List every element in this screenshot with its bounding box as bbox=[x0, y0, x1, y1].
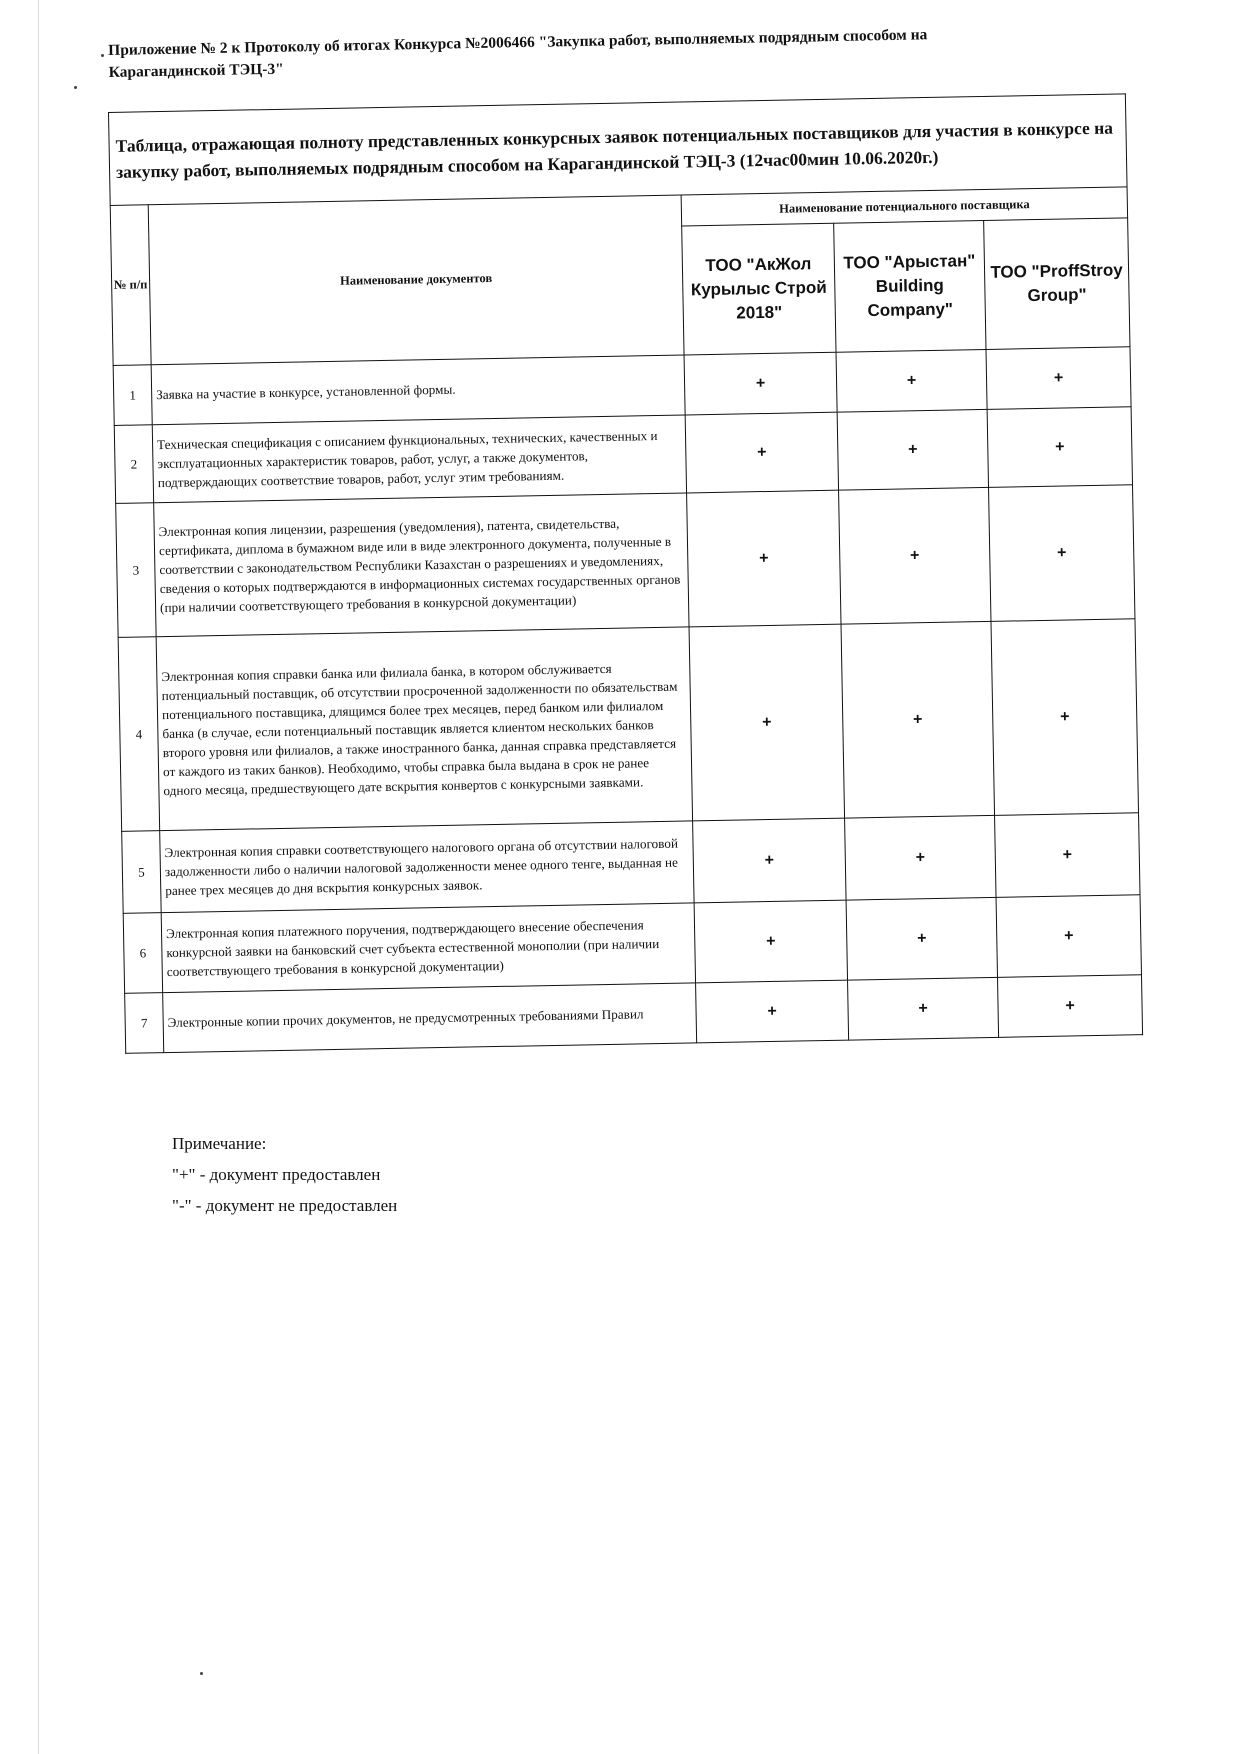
table-row bbox=[116, 485, 1135, 638]
suppliers-group-header: Наименование потенциального поставщика bbox=[681, 187, 1128, 226]
document-header bbox=[108, 22, 1039, 84]
column-header-documents: Наименование документов bbox=[148, 195, 684, 365]
supplier-header: ТОО "Арыстан" Building Company" bbox=[834, 220, 986, 352]
document-name: Электронная копия платежного поручения, подтверждающего внесение обеспечения конкурсной заявки на банковский счет субъекта естественной монополии (при наличии соответствующего требования в конкурсной документации) bbox=[161, 903, 695, 993]
presence-mark: + bbox=[836, 349, 987, 412]
table-row bbox=[118, 619, 1138, 832]
document-name: Электронная копия справки банка или филиала банка, в котором обслуживается потенциальный поставщик, об отсутствии просроченной задолженности по обязательствам потенциального поставщика, длящимся более трех месяцев, перед банком или филиалом банка (в случае, если потенциальный поставщик является клиентом нескольких банков второго уровня или филиалов, а также иностранного банка, данная справка представляется от каждого из таких банков). Необходимо, чтобы справка была выдана в срок не ранее одного месяца, предшествующего дате вскрытия конвертов с конкурсными заявками. bbox=[156, 627, 692, 831]
document-name: Заявка на участие в конкурсе, установленной формы. bbox=[151, 355, 685, 425]
scan-speck bbox=[200, 1672, 203, 1675]
header-line-1: Приложение № 2 к Протоколу об итогах Конкурса №2006466 "Закупка работ, выполняемых подрядным способом на bbox=[108, 26, 928, 59]
notes-legend-absent: "-" - документ не предоставлен bbox=[172, 1196, 398, 1215]
table-container bbox=[108, 93, 1143, 1053]
presence-mark: + bbox=[696, 980, 849, 1043]
presence-mark: + bbox=[998, 975, 1143, 1038]
document-name: Электронная копия справки соответствующего налогового органа об отсутствии налоговой задолженности либо о наличии налоговой задолженности менее одного тенге, выданная не ранее трех месяцев до дня вскрытия конкурсных заявок. bbox=[160, 821, 694, 913]
header-line-2: Карагандинской ТЭЦ-3" bbox=[108, 60, 284, 81]
presence-mark: + bbox=[987, 407, 1132, 488]
presence-mark: + bbox=[845, 815, 996, 900]
presence-mark: + bbox=[995, 813, 1141, 898]
scan-speck bbox=[101, 54, 104, 57]
row-number: 5 bbox=[122, 831, 161, 914]
presence-mark: + bbox=[694, 900, 847, 983]
row-number: 6 bbox=[123, 913, 162, 994]
presence-mark: + bbox=[837, 409, 988, 490]
column-header-number: № п/п bbox=[110, 205, 151, 366]
presence-mark: + bbox=[846, 897, 997, 980]
notes-title: Примечание: bbox=[172, 1134, 267, 1153]
presence-mark: + bbox=[989, 485, 1135, 622]
row-number: 3 bbox=[116, 503, 156, 638]
document-name: Техническая спецификация с описанием функциональных, технических, качественных и эксплуатационных характеристик товаров, работ, услуг, а также документов, подтверждающих соответствие товаров, работ, услуг этим требованиям. bbox=[152, 415, 686, 503]
presence-mark: + bbox=[991, 619, 1139, 816]
supplier-header: ТОО "ProffStroy Group" bbox=[984, 218, 1130, 350]
presence-mark: + bbox=[986, 347, 1131, 410]
documents-table bbox=[108, 93, 1143, 1053]
table-caption: Таблица, отражающая полноту представленных конкурсных заявок потенциальных поставщиков для участия в конкурсе на закупку работ, выполняемых подрядным способом на Карагандинской ТЭЦ-3 (12час00мин 10.06.2020г.) bbox=[109, 94, 1128, 206]
presence-mark: + bbox=[685, 412, 838, 493]
presence-mark: + bbox=[996, 895, 1142, 978]
notes-legend-present: "+" - документ предоставлен bbox=[172, 1165, 381, 1184]
presence-mark: + bbox=[684, 352, 837, 415]
presence-mark: + bbox=[693, 818, 846, 903]
presence-mark: + bbox=[848, 977, 999, 1040]
row-number: 1 bbox=[113, 365, 152, 426]
scan-speck bbox=[74, 86, 77, 89]
document-name: Электронные копии прочих документов, не предусмотренных требованиями Правил bbox=[163, 983, 697, 1053]
row-number: 2 bbox=[114, 425, 153, 504]
presence-mark: + bbox=[841, 621, 995, 818]
row-number: 4 bbox=[118, 637, 160, 832]
presence-mark: + bbox=[839, 487, 991, 624]
supplier-header: ТОО "АкЖол Курылыс Строй 2018" bbox=[682, 223, 836, 355]
presence-mark: + bbox=[687, 490, 841, 627]
presence-mark: + bbox=[689, 624, 845, 821]
notes-section bbox=[172, 1128, 397, 1221]
row-number: 7 bbox=[125, 993, 164, 1054]
page-edge-line bbox=[38, 0, 39, 1754]
document-name: Электронная копия лицензии, разрешения (уведомления), патента, свидетельства, сертификата, диплома в бумажном виде или в виде электронного документа, полученные в соответствии с законодательством Республики Казахстан о разрешениях и уведомлениях, сведения о которых подтверждаются в информационных системах государственных органов (при наличии соответствующего требования в конкурсной документации) bbox=[154, 493, 689, 637]
